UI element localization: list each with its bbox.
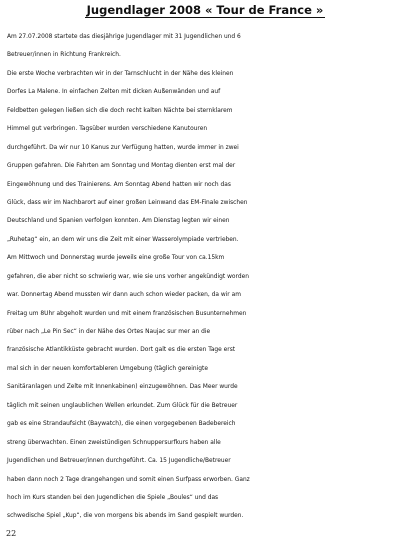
body-line-23: streng überwachten. Einen zweistündigen Schnuppersurfkurs haben alle [7,439,221,446]
body-line-3: Die erste Woche verbrachten wir in der Tarnschlucht in der Nähe des kleinen [7,70,234,77]
body-line-26: hoch im Kurs standen bei den Jugendlichen die Spiele „Boules“ und das [7,494,219,501]
body-line-16: Freitag um 8Uhr abgeholt wurden und mit einem französischen Busunternehmen [7,310,247,317]
body-line-22: gab es eine Strandaufsicht (Baywatch), die einen vorgegebenen Badebereich [7,421,236,428]
body-line-17: rüber nach „Le Pin Sec“ in der Nähe des Ortes Naujac sur mer an die [7,329,211,335]
body-line-2: Betreuer/innen in Richtung Frankreich. [7,52,121,59]
body-line-21: täglich mit seinen unglaublichen Wellen erkundet. Zum Glück für die Betreuer [7,402,238,409]
body-line-8: Gruppen gefahren. Die Fahrten am Sonntag und Montag dienten erst mal der [7,163,236,170]
body-line-18: französische Atlantikküste gebracht wurden. Dort galt es die ersten Tage erst [7,347,236,354]
body-line-25: haben dann noch 2 Tage drangehangen und somit einen Surfpass erworben. Ganz [7,476,250,483]
body-line-7: durchgeführt. Da wir nur 10 Kanus zur Verfügung hatten, wurde immer in zwei [7,144,239,151]
body-line-19: mal sich in der neuen komfortableren Umgebung (täglich gereinigte [7,365,208,372]
body-line-20: Sanitäranlagen und Zelte mit Innenkabinen) einzugewöhnen. Das Meer wurde [7,384,238,391]
document-body [7,28,407,526]
body-line-4: Dorfes La Malene. In einfachen Zelten mit dicken Außenwänden und auf [7,89,221,96]
document-title: Jugendlager 2008 « Tour de France » [86,3,324,17]
body-line-9: Eingewöhnung und des Trainierens. Am Sonntag Abend hatten wir noch das [7,181,231,188]
body-line-1: Am 27.07.2008 startete das diesjährige Jugendlager mit 31 Jugendlichen und 6 [7,34,241,40]
body-line-5: Feldbetten gelegen ließen sich die doch recht kalten Nächte bei sternklarem [7,107,233,114]
body-line-13: Am Mittwoch und Donnerstag wurde jeweils eine große Tour von ca.15km [7,255,225,262]
body-line-27: schwedische Spiel „Kup“, die von morgens bis abends im Sand gespielt wurden. [7,513,244,520]
body-line-10: Glück, dass wir im Nachbarort auf einer großen Leinwand das EM-Finale zwischen [7,199,248,206]
page-number: 22 [6,529,17,538]
body-line-14: gefahren, die aber nicht so schwierig war, wie sie uns vorher angekündigt worden [7,273,249,280]
body-line-12: „Ruhetag“ ein, an dem wir uns die Zeit mit einer Wasserolympiade vertrieben. [7,236,239,243]
body-line-11: Deutschland und Spanien verfolgen konnten. Am Dienstag legten wir einen [7,218,230,225]
body-line-6: Himmel gut verbringen. Tagsüber wurden verschiedene Kanutouren [7,126,208,133]
document-title-container [0,3,410,17]
body-line-15: war. Donnertag Abend mussten wir dann auch schon wieder packen, da wir am [7,292,241,299]
body-line-24: Jugendlichen und Betreuer/innen durchgeführt. Ca. 15 Jugendliche/Betreuer [7,458,231,465]
